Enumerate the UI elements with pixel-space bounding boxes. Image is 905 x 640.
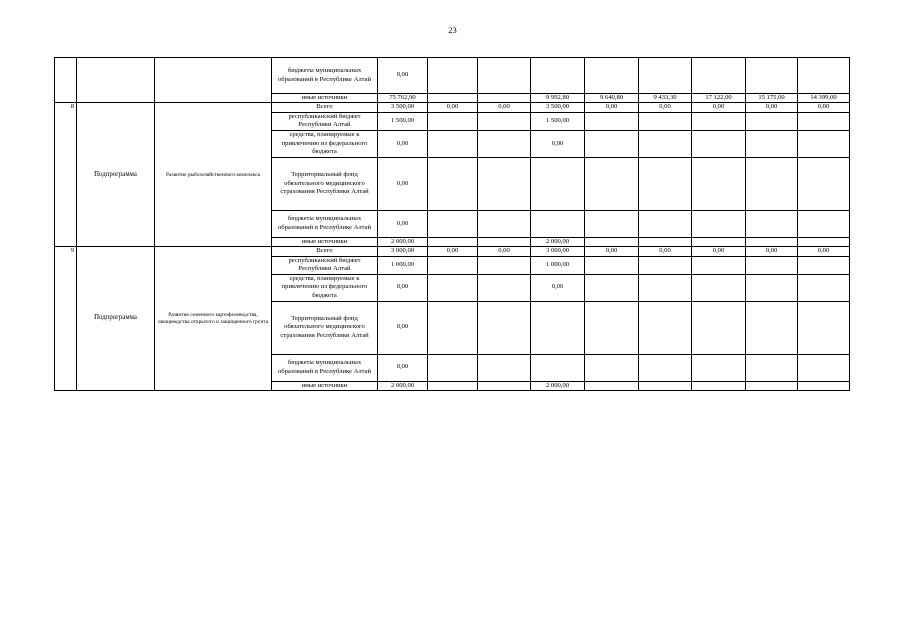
value-cell: 0,00 (585, 247, 639, 256)
value-cell (692, 381, 746, 390)
value-cell: 0,00 (478, 247, 531, 256)
value-cell (746, 130, 798, 157)
value-cell: 0,00 (746, 247, 798, 256)
value-cell: 0,00 (746, 103, 798, 112)
source-cell: Территориальный фонд обязательного медицинского страхования Республики Алтай (272, 301, 378, 354)
source-cell: Территориальный фонд обязательного медицинского страхования Республики Алтай (272, 157, 378, 210)
carryover-name-cell (155, 58, 272, 103)
value-cell (798, 58, 850, 94)
value-cell (798, 237, 850, 246)
value-cell (746, 58, 798, 94)
value-cell (478, 301, 531, 354)
program-name: Развитие семенного картофелеводства, овощеводства открытого и защищенного грунта (155, 247, 272, 391)
value-cell (531, 301, 585, 354)
value-cell (746, 354, 798, 381)
source-cell: бюджеты муниципальных образований в Республике Алтай (272, 210, 378, 237)
value-cell: 0,00 (639, 103, 692, 112)
value-cell (746, 256, 798, 274)
value-cell: 9 433,30 (639, 94, 692, 103)
value-cell (692, 354, 746, 381)
value-cell: 3 500,00 (531, 103, 585, 112)
value-cell (531, 58, 585, 94)
value-cell (585, 157, 639, 210)
value-cell (639, 256, 692, 274)
value-cell (478, 112, 531, 130)
source-cell: иные источники (272, 94, 378, 103)
program-kind: Подпрограмма (77, 247, 155, 391)
value-cell: 0,00 (428, 247, 478, 256)
value-cell (692, 237, 746, 246)
value-cell (478, 58, 531, 94)
value-cell: 1 500,00 (531, 112, 585, 130)
value-cell (798, 210, 850, 237)
value-cell: 2 000,00 (378, 237, 428, 246)
program-index: 8 (55, 103, 77, 247)
value-cell (639, 301, 692, 354)
source-cell: Всего (272, 247, 378, 256)
value-cell (798, 354, 850, 381)
value-cell (478, 237, 531, 246)
value-cell: 0,00 (378, 157, 428, 210)
value-cell: 9 640,80 (585, 94, 639, 103)
value-cell: 3 500,00 (378, 103, 428, 112)
source-cell: средства, планируемые к привлечению из федерального бюджета (272, 130, 378, 157)
value-cell (428, 237, 478, 246)
value-cell: 0,00 (531, 130, 585, 157)
table-body (55, 58, 850, 391)
value-cell (585, 354, 639, 381)
value-cell (585, 130, 639, 157)
value-cell (585, 210, 639, 237)
value-cell: 0,00 (378, 301, 428, 354)
value-cell (428, 354, 478, 381)
budget-table (54, 57, 850, 391)
value-cell (692, 157, 746, 210)
table-row (55, 247, 850, 256)
value-cell (478, 381, 531, 390)
source-cell: бюджеты муниципальных образований в Республике Алтай (272, 354, 378, 381)
carryover-index-cell (55, 58, 77, 103)
source-cell: иные источники (272, 237, 378, 246)
value-cell (639, 237, 692, 246)
value-cell: 0,00 (378, 354, 428, 381)
value-cell: 0,00 (798, 103, 850, 112)
value-cell (692, 210, 746, 237)
value-cell (639, 354, 692, 381)
value-cell (798, 157, 850, 210)
value-cell: 17 122,00 (692, 94, 746, 103)
value-cell (585, 237, 639, 246)
source-cell: иные источники (272, 381, 378, 390)
value-cell (798, 301, 850, 354)
source-cell: Всего (272, 103, 378, 112)
value-cell: 0,00 (378, 210, 428, 237)
value-cell (692, 58, 746, 94)
value-cell: 0,00 (531, 274, 585, 301)
value-cell (478, 354, 531, 381)
value-cell: 15 175,00 (746, 94, 798, 103)
value-cell: 0,00 (585, 103, 639, 112)
value-cell: 2 000,00 (531, 237, 585, 246)
value-cell (639, 58, 692, 94)
value-cell (692, 130, 746, 157)
value-cell (746, 157, 798, 210)
page-number: 23 (448, 25, 457, 35)
value-cell: 2 000,00 (378, 381, 428, 390)
value-cell (746, 301, 798, 354)
table-row (55, 103, 850, 112)
value-cell (428, 157, 478, 210)
value-cell (692, 274, 746, 301)
value-cell: 1 000,00 (378, 256, 428, 274)
value-cell: 0,00 (692, 103, 746, 112)
value-cell: 0,00 (378, 130, 428, 157)
value-cell (746, 274, 798, 301)
value-cell (531, 354, 585, 381)
source-cell: республиканский бюджет Республики Алтай (272, 256, 378, 274)
value-cell (692, 112, 746, 130)
value-cell (478, 157, 531, 210)
value-cell (428, 130, 478, 157)
value-cell (531, 210, 585, 237)
value-cell: 3 000,00 (531, 247, 585, 256)
value-cell (692, 256, 746, 274)
value-cell (639, 274, 692, 301)
value-cell (428, 381, 478, 390)
value-cell (585, 274, 639, 301)
program-name: Развитие рыбохозяйственного комплекса (155, 103, 272, 247)
value-cell (478, 256, 531, 274)
table-row (55, 58, 850, 94)
value-cell: 0,00 (378, 58, 428, 94)
value-cell (798, 274, 850, 301)
source-cell: бюджеты муниципальных образований в Республике Алтай (272, 58, 378, 94)
value-cell: 75 762,90 (378, 94, 428, 103)
value-cell: 0,00 (692, 247, 746, 256)
program-kind: Подпрограмма (77, 103, 155, 247)
value-cell (639, 157, 692, 210)
value-cell (585, 256, 639, 274)
value-cell (746, 237, 798, 246)
value-cell (639, 112, 692, 130)
value-cell (798, 130, 850, 157)
program-index: 9 (55, 247, 77, 391)
value-cell (585, 112, 639, 130)
value-cell (428, 58, 478, 94)
value-cell: 9 992,80 (531, 94, 585, 103)
value-cell (692, 301, 746, 354)
value-cell: 1 000,00 (531, 256, 585, 274)
value-cell (639, 210, 692, 237)
value-cell (428, 112, 478, 130)
value-cell (798, 256, 850, 274)
source-cell: республиканский бюджет Республики Алтай (272, 112, 378, 130)
value-cell: 0,00 (428, 103, 478, 112)
value-cell (478, 94, 531, 103)
carryover-kind-cell (77, 58, 155, 103)
value-cell: 0,00 (798, 247, 850, 256)
value-cell (531, 157, 585, 210)
value-cell (428, 274, 478, 301)
value-cell: 14 399,00 (798, 94, 850, 103)
value-cell (746, 381, 798, 390)
value-cell (798, 381, 850, 390)
value-cell (585, 58, 639, 94)
value-cell: 0,00 (478, 103, 531, 112)
value-cell: 3 000,00 (378, 247, 428, 256)
value-cell (746, 210, 798, 237)
value-cell (478, 210, 531, 237)
value-cell (639, 130, 692, 157)
value-cell: 1 500,00 (378, 112, 428, 130)
value-cell (478, 130, 531, 157)
source-cell: средства, планируемые к привлечению из федерального бюджета (272, 274, 378, 301)
value-cell: 2 000,00 (531, 381, 585, 390)
value-cell: 0,00 (639, 247, 692, 256)
value-cell: 0,00 (378, 274, 428, 301)
value-cell (639, 381, 692, 390)
value-cell (428, 256, 478, 274)
value-cell (585, 381, 639, 390)
value-cell (428, 210, 478, 237)
value-cell (585, 301, 639, 354)
value-cell (428, 94, 478, 103)
value-cell (798, 112, 850, 130)
value-cell (746, 112, 798, 130)
value-cell (478, 274, 531, 301)
value-cell (428, 301, 478, 354)
